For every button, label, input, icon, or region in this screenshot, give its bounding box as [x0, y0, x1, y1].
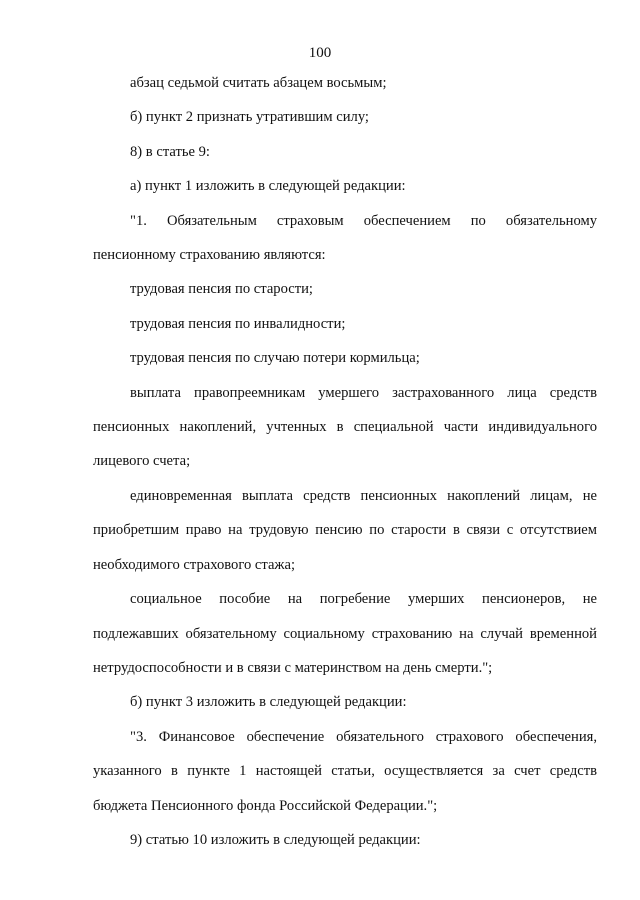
text-line: нетрудоспособности и в связи с материнством на день смерти."; — [93, 659, 493, 676]
text-line: пенсионному страхованию являются: — [93, 247, 326, 264]
text-line: б) пункт 2 признать утратившим силу; — [130, 109, 369, 126]
text-line: лицевого счета; — [93, 453, 191, 470]
text-line: единовременная выплата средств пенсионных накоплений лицам, не — [130, 487, 597, 504]
text-line: необходимого страхового стажа; — [93, 556, 296, 573]
text-line: социальное пособие на погребение умерших пенсионеров, не — [130, 591, 597, 608]
text-line: 9) статью 10 изложить в следующей редакции: — [130, 831, 421, 848]
text-line: трудовая пенсия по инвалидности; — [130, 315, 346, 332]
document-body — [93, 66, 597, 857]
text-line: выплата правопреемникам умершего застрахованного лица средств — [130, 384, 597, 401]
text-line: "3. Финансовое обеспечение обязательного страхового обеспечения, — [130, 728, 597, 745]
text-line: указанного в пункте 1 настоящей статьи, осуществляется за счет средств — [93, 763, 597, 780]
text-line: подлежавших обязательному социальному страхованию на случай временной — [93, 625, 597, 642]
text-line: трудовая пенсия по старости; — [130, 281, 313, 298]
text-line: бюджета Пенсионного фонда Российской Федерации."; — [93, 797, 438, 814]
text-line: трудовая пенсия по случаю потери кормильца; — [130, 350, 420, 367]
text-line: а) пункт 1 изложить в следующей редакции: — [130, 178, 406, 195]
text-line: б) пункт 3 изложить в следующей редакции: — [130, 694, 407, 711]
text-line: 8) в статье 9: — [130, 143, 210, 160]
text-line: пенсионных накоплений, учтенных в специальной части индивидуального — [93, 419, 597, 436]
text-line: "1. Обязательным страховым обеспечением по обязательному — [130, 212, 597, 229]
text-line: абзац седьмой считать абзацем восьмым; — [130, 75, 387, 91]
page-number: 100 — [308, 45, 332, 61]
text-line: приобретшим право на трудовую пенсию по старости в связи с отсутствием — [93, 522, 597, 539]
